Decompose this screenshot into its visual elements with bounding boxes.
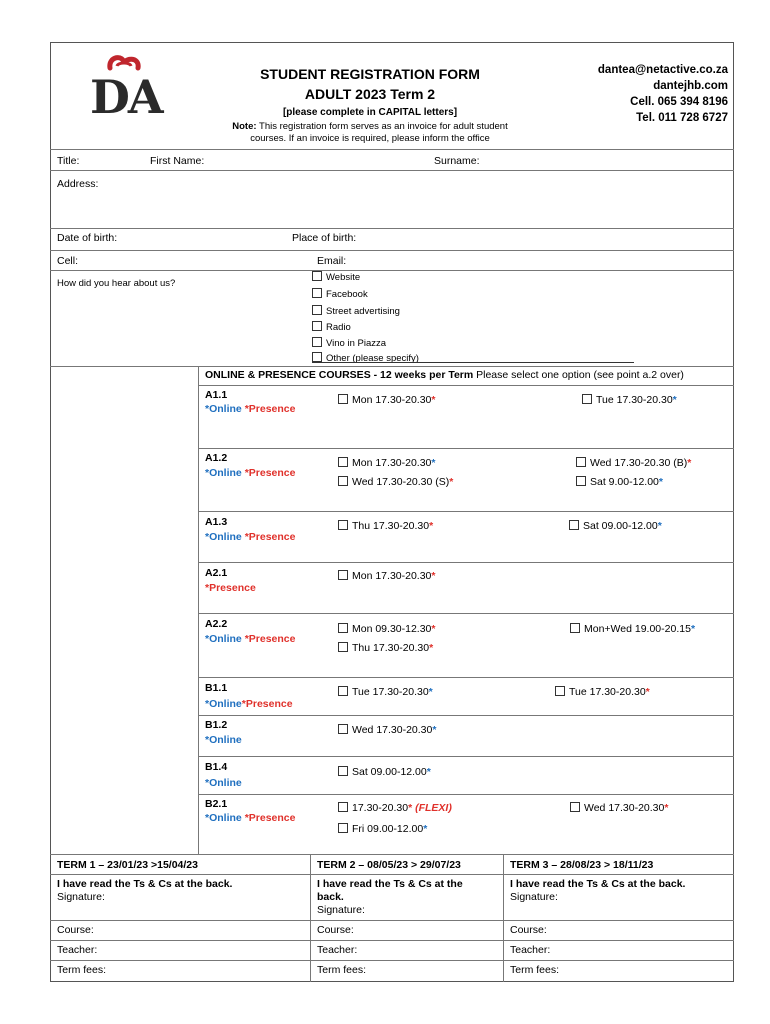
form-note (190, 121, 550, 132)
text-label: * (426, 766, 431, 778)
course-option[interactable] (338, 766, 431, 778)
contact-tel: Tel. 011 728 6727 (636, 112, 728, 124)
text-label: back. (317, 891, 344, 903)
term-2-fees[interactable]: Term fees: (317, 964, 367, 976)
text-label: * (657, 520, 662, 532)
term-1-teacher[interactable]: Teacher: (57, 944, 98, 956)
text-label: *Online (205, 531, 242, 543)
other-specify-line (312, 362, 634, 363)
course-option[interactable] (338, 802, 452, 814)
text-label: * (423, 823, 428, 835)
text-label: Wed 17.30-20.30 (352, 724, 433, 736)
text-label: ONLINE & PRESENCE COURSES - 12 weeks per Term (205, 369, 474, 381)
course-option[interactable] (338, 520, 433, 532)
divider (198, 385, 734, 386)
address-field-label[interactable]: Address: (57, 178, 99, 190)
term-2-course[interactable]: Course: (317, 924, 354, 936)
form-subtitle: ADULT 2023 Term 2 (304, 86, 436, 102)
pob-field-label[interactable]: Place of birth: (292, 232, 357, 244)
term-2-teacher[interactable]: Teacher: (317, 944, 358, 956)
form-frame (50, 42, 734, 982)
course-option[interactable] (338, 642, 433, 654)
course-option[interactable] (576, 457, 691, 469)
title-field-label[interactable]: Title: (57, 155, 80, 167)
courses-header (205, 369, 684, 381)
text-label: Signature: (317, 904, 365, 916)
text-label: *Presence (241, 698, 293, 710)
text-label: This registration form serves as an invoice for adult student (256, 121, 508, 132)
divider (50, 920, 734, 921)
text-label: 17.30-20.30 (352, 802, 409, 814)
course-code: A2.1 (205, 567, 228, 579)
text-label: *Presence (244, 403, 296, 415)
hear-options (312, 269, 419, 367)
contact-cell: Cell. 065 394 8196 (630, 96, 728, 108)
checkbox-icon[interactable] (338, 724, 348, 734)
divider (198, 794, 734, 795)
checkbox-icon[interactable] (338, 476, 348, 486)
course-option[interactable] (338, 457, 436, 469)
text-label: Signature: (510, 891, 558, 903)
course-modes (205, 467, 295, 479)
text-label: *Online (205, 403, 242, 415)
text-label: Mon 17.30-20.30 (352, 394, 432, 406)
cell-field-label[interactable]: Cell: (57, 255, 79, 267)
term-3-course[interactable]: Course: (510, 924, 547, 936)
course-option[interactable] (338, 394, 436, 406)
divider (50, 960, 734, 961)
text-label: I have read the Ts & Cs at the (317, 878, 463, 890)
divider (198, 562, 734, 563)
text-label: I have read the Ts & Cs at the back. (510, 878, 686, 890)
text-label: * (429, 642, 434, 654)
term-3-consent[interactable] (510, 878, 685, 904)
checkbox-icon[interactable] (312, 288, 322, 298)
hear-option-facebook[interactable] (312, 286, 419, 303)
text-label: * (658, 476, 663, 488)
course-code: B1.2 (205, 719, 228, 731)
course-code: A1.1 (205, 389, 228, 401)
checkbox-icon[interactable] (570, 802, 580, 812)
checkbox-icon[interactable] (338, 686, 348, 696)
text-label: * (449, 476, 454, 488)
text-label: Wed 17.30-20.30 (B) (590, 457, 688, 469)
form-note-line2: courses. If an invoice is required, please inform the office (250, 133, 490, 144)
text-label: *Online (205, 633, 242, 645)
checkbox-icon[interactable] (338, 394, 348, 404)
text-label: Sat 9.00-12.00 (590, 476, 659, 488)
course-code: B1.1 (205, 682, 228, 694)
term-3-title: TERM 3 – 28/08/23 > 18/11/23 (510, 859, 654, 871)
text-label: * (431, 570, 436, 582)
text-label: * (690, 623, 696, 635)
checkbox-icon[interactable] (338, 520, 348, 530)
form-instruction: [please complete in CAPITAL letters] (282, 107, 458, 118)
divider (198, 677, 734, 678)
contact-email: dantea@netactive.co.za (597, 64, 728, 76)
course-code: B1.4 (205, 761, 228, 773)
course-option[interactable] (338, 724, 436, 736)
text-label: I have read the Ts & Cs at the back. (57, 878, 233, 890)
hear-option-website[interactable] (312, 269, 419, 286)
text-label: Signature: (57, 891, 105, 903)
term-3-fees[interactable]: Term fees: (510, 964, 560, 976)
course-modes (205, 698, 293, 710)
text-label: Website (326, 272, 361, 283)
checkbox-icon[interactable] (569, 520, 579, 530)
text-label: Mon 17.30-20.30 (352, 570, 432, 582)
text-label: Wed 17.30-20.30 (S) (352, 476, 450, 488)
hear-about-label: How did you hear about us? (57, 278, 176, 289)
hear-option-radio[interactable] (312, 319, 419, 336)
checkbox-icon[interactable] (576, 457, 586, 467)
first-name-field-label[interactable]: First Name: (150, 155, 205, 167)
course-option[interactable] (576, 476, 663, 488)
text-label: Street advertising (326, 306, 400, 317)
course-modes: *Online (205, 734, 242, 746)
text-label: Thu 17.30-20.30 (352, 520, 430, 532)
text-label: * (431, 394, 436, 406)
divider (50, 170, 734, 171)
divider (50, 250, 734, 251)
divider (50, 366, 734, 367)
checkbox-icon[interactable] (338, 457, 348, 467)
divider (198, 511, 734, 512)
course-option[interactable] (569, 520, 662, 532)
text-label: * (432, 724, 437, 736)
divider (198, 613, 734, 614)
text-label: Thu 17.30-20.30 (352, 642, 430, 654)
text-label: * (429, 520, 434, 532)
term-3-teacher[interactable]: Teacher: (510, 944, 551, 956)
checkbox-icon[interactable] (312, 321, 322, 331)
text-label: *Presence (244, 531, 296, 543)
divider (50, 940, 734, 941)
checkbox-icon[interactable] (338, 823, 348, 833)
logo-text: DA (90, 70, 162, 124)
course-option[interactable] (338, 476, 453, 488)
course-option[interactable] (582, 394, 677, 406)
text-label: * (687, 457, 692, 469)
course-modes: *Online (205, 777, 242, 789)
text-label: *Presence (244, 467, 296, 479)
course-modes (205, 403, 295, 415)
dob-field-label[interactable]: Date of birth: (57, 232, 118, 244)
contact-block (598, 62, 728, 126)
course-code: A1.3 (205, 516, 228, 528)
hear-option-street[interactable] (312, 303, 419, 320)
text-label: Please select one option (see point a.2 over) (473, 369, 684, 381)
term-2-title: TERM 2 – 08/05/23 > 29/07/23 (317, 859, 461, 871)
courses-left-divider (198, 366, 199, 854)
course-code: B2.1 (205, 798, 228, 810)
term-1-title: TERM 1 – 23/01/23 >15/04/23 (57, 859, 198, 871)
text-label: * (431, 623, 436, 635)
text-label: * (664, 802, 669, 814)
text-label: * (431, 457, 436, 469)
divider (50, 874, 734, 875)
text-label: Other (please specify) (326, 353, 419, 364)
checkbox-icon[interactable] (312, 352, 322, 362)
text-label: Tue 17.30-20.30 (596, 394, 673, 406)
course-code: A1.2 (205, 452, 228, 464)
text-label: *Presence (244, 812, 296, 824)
text-label: Vino in Piazza (326, 338, 387, 349)
checkbox-icon[interactable] (338, 802, 348, 812)
term-2-consent[interactable] (317, 878, 463, 917)
course-option[interactable] (555, 686, 650, 698)
text-label: Radio (326, 322, 351, 333)
text-label: *Online (205, 467, 242, 479)
course-option[interactable] (338, 823, 427, 835)
term-1-course[interactable]: Course: (57, 924, 94, 936)
surname-field-label[interactable]: Surname: (434, 155, 480, 167)
course-option[interactable] (338, 686, 433, 698)
course-option[interactable] (338, 570, 436, 582)
text-label: *Presence (244, 633, 296, 645)
checkbox-icon[interactable] (312, 305, 322, 315)
text-label: *Online (205, 812, 242, 824)
divider (50, 228, 734, 229)
text-label: Facebook (326, 289, 368, 300)
divider (50, 149, 734, 150)
text-label: Fri 09.00-12.00 (352, 823, 424, 835)
text-label: Mon 09.30-12.30 (352, 623, 432, 635)
text-label: * (428, 686, 433, 698)
checkbox-icon[interactable] (555, 686, 565, 696)
course-modes: *Presence (205, 582, 256, 594)
form-title: STUDENT REGISTRATION FORM (260, 66, 480, 82)
text-label: Tue 17.30-20.30 (352, 686, 429, 698)
course-option[interactable] (338, 623, 436, 635)
checkbox-icon[interactable] (582, 394, 592, 404)
text-label: Mon+Wed 19.00-20.15 (584, 623, 691, 635)
email-field-label[interactable]: Email: (317, 255, 347, 267)
text-label: * (672, 394, 677, 406)
checkbox-icon[interactable] (338, 623, 348, 633)
text-label: (FLEXI) (412, 802, 452, 814)
divider (198, 715, 734, 716)
text-label: Wed 17.30-20.30 (584, 802, 665, 814)
text-label: Mon 17.30-20.30 (352, 457, 432, 469)
course-modes (205, 812, 295, 824)
checkbox-icon[interactable] (576, 476, 586, 486)
course-option[interactable] (570, 802, 668, 814)
text-label: Sat 09.00-12.00 (352, 766, 427, 778)
divider (198, 756, 734, 757)
checkbox-icon[interactable] (570, 623, 580, 633)
checkbox-icon[interactable] (338, 570, 348, 580)
contact-website: dantejhb.com (653, 80, 728, 92)
checkbox-icon[interactable] (312, 271, 322, 281)
text-label: Note: (232, 121, 257, 132)
course-option[interactable] (570, 623, 695, 635)
text-label: *Online (205, 698, 242, 710)
text-label: * (408, 802, 413, 814)
text-label: Tue 17.30-20.30 (569, 686, 646, 698)
checkbox-icon[interactable] (312, 337, 322, 347)
divider (198, 448, 734, 449)
text-label: Sat 09.00-12.00 (583, 520, 658, 532)
course-code: A2.2 (205, 618, 228, 630)
checkbox-icon[interactable] (338, 766, 348, 776)
hear-option-other[interactable] (312, 350, 419, 367)
logo (84, 46, 164, 124)
checkbox-icon[interactable] (338, 642, 348, 652)
term-1-fees[interactable]: Term fees: (57, 964, 107, 976)
course-modes (205, 633, 295, 645)
divider (50, 854, 734, 855)
text-label: * (645, 686, 650, 698)
term-1-consent[interactable] (57, 878, 232, 904)
course-modes (205, 531, 295, 543)
